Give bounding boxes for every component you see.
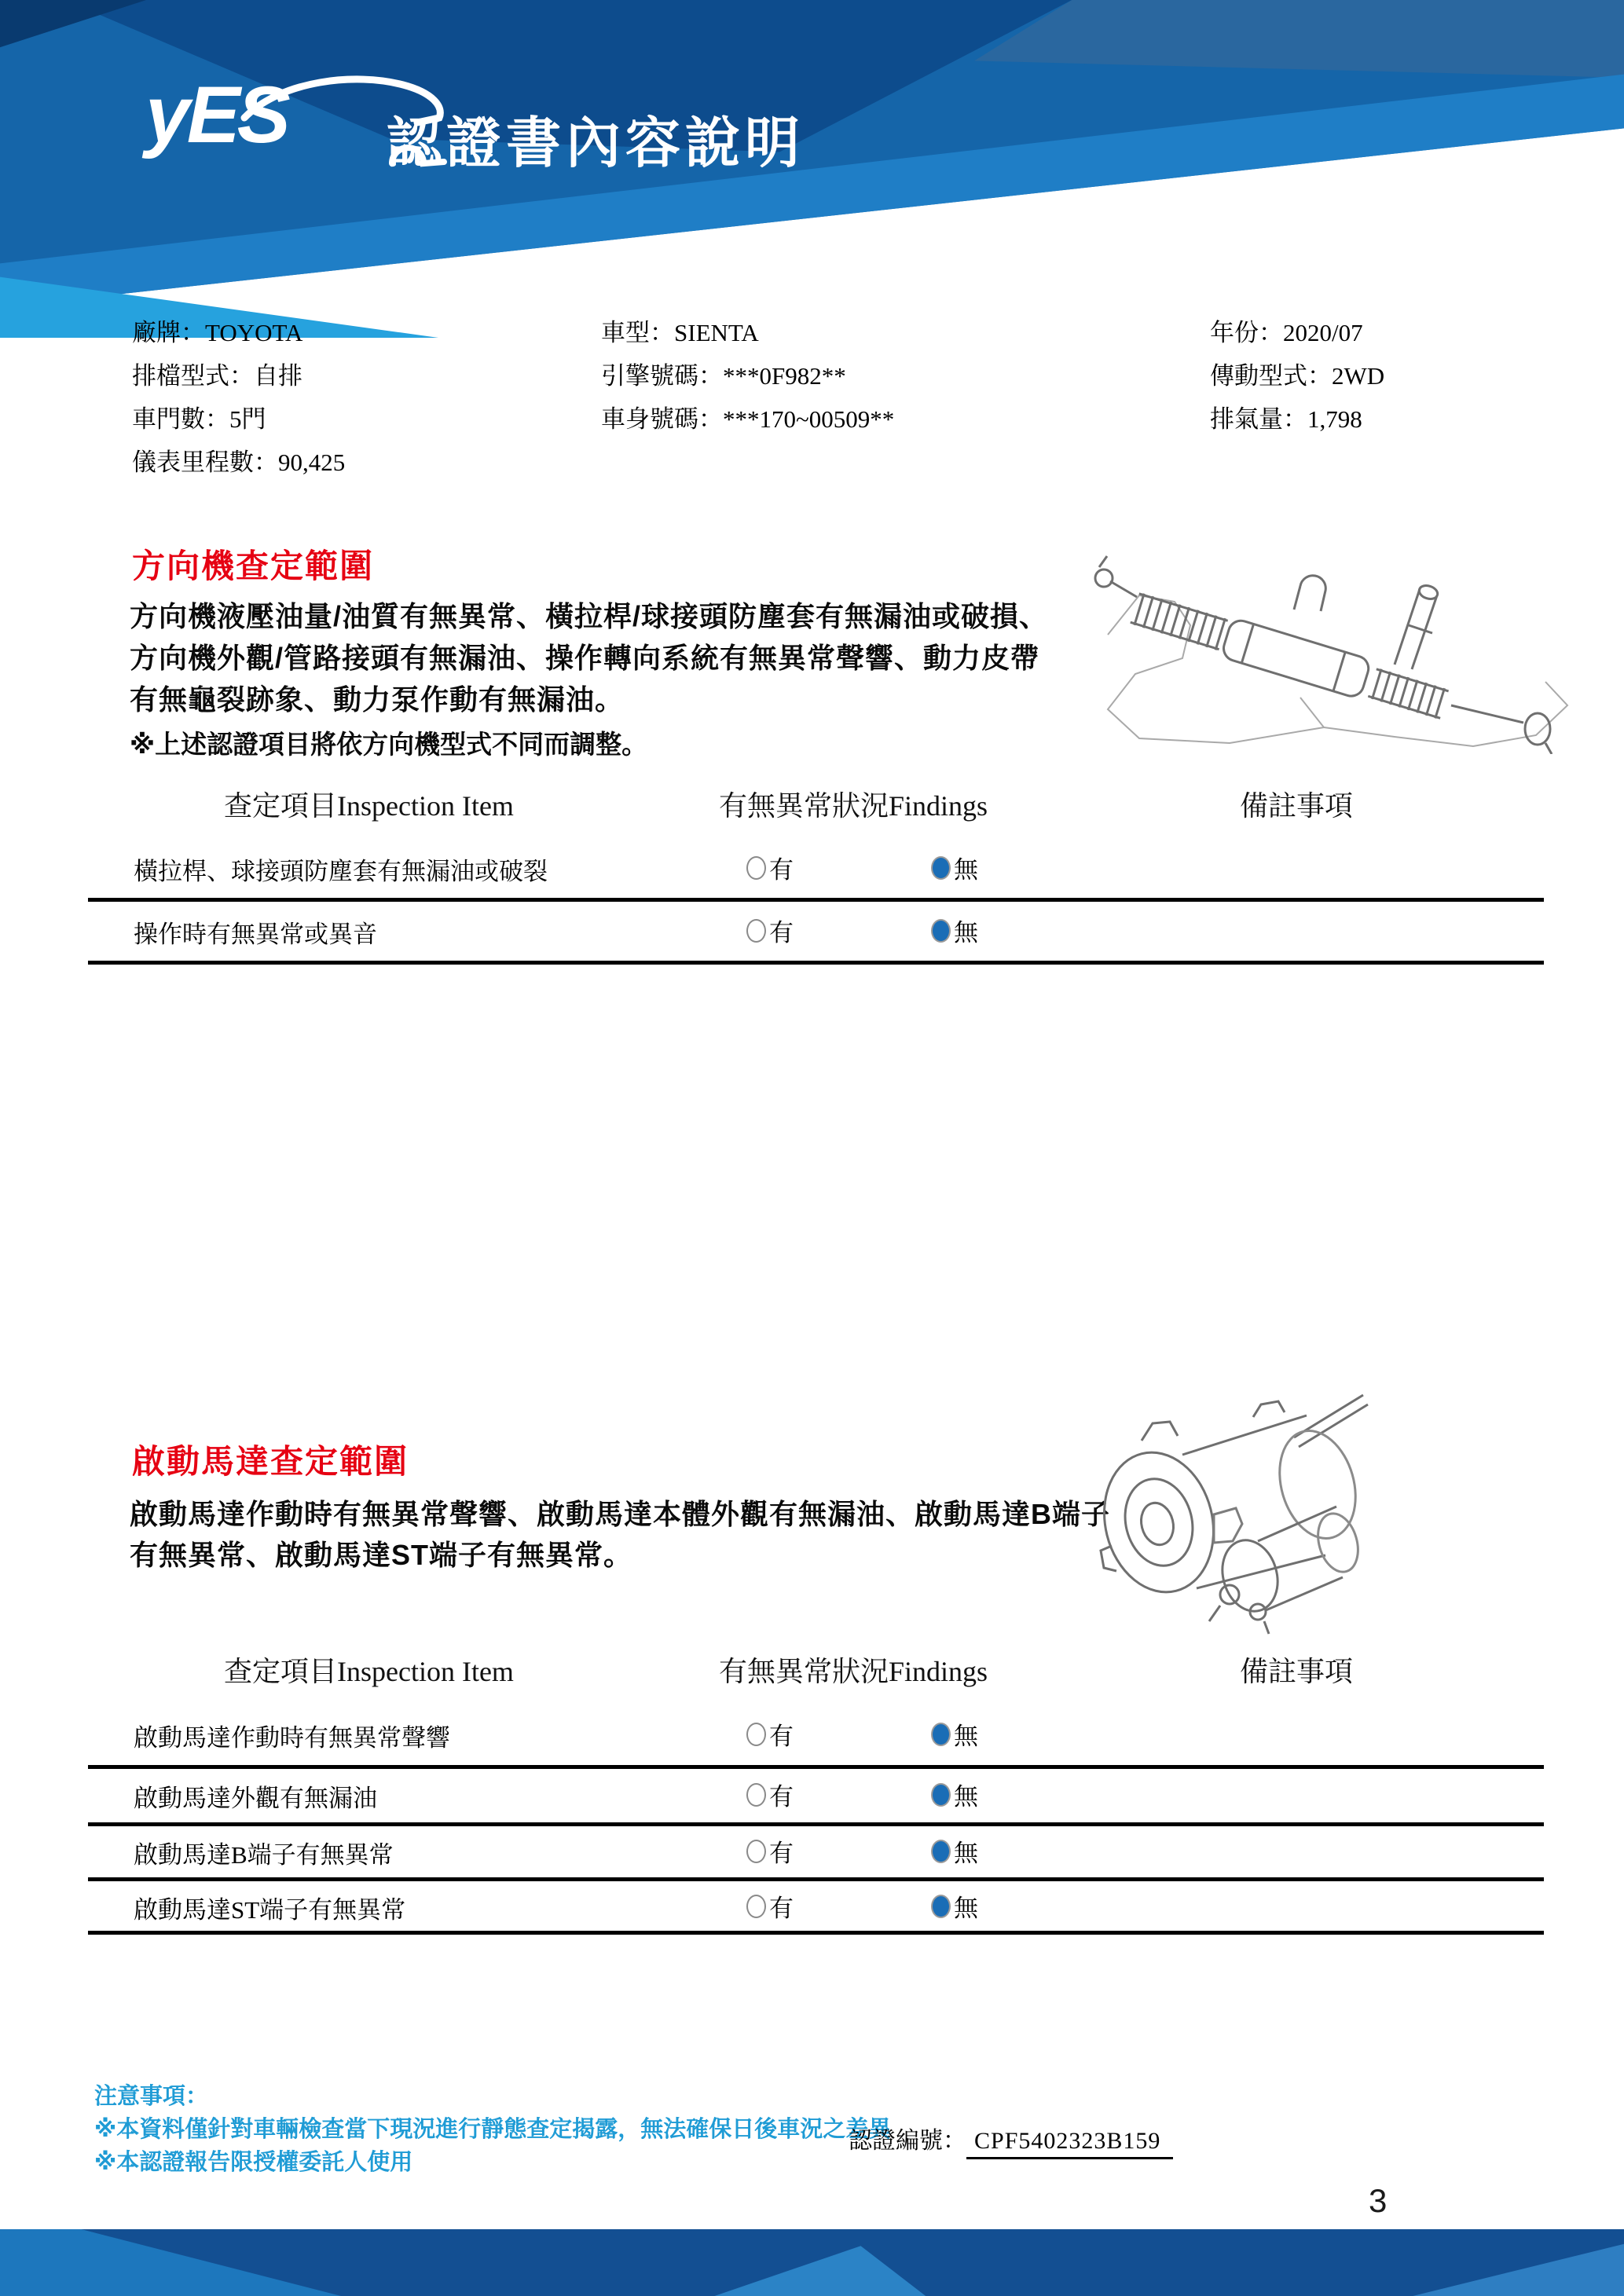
vehicle-info-column-1	[132, 311, 345, 484]
vehicle-info-line: 年份：2020/07	[1210, 319, 1363, 346]
certificate-number-value: CPF5402323B159	[966, 2128, 1173, 2159]
finding-no-radio[interactable]: 無	[931, 1888, 978, 1924]
row-divider	[88, 898, 1544, 902]
table-header-note: 備註事項	[1240, 1656, 1354, 1687]
finding-yes-radio[interactable]: 有	[746, 1833, 794, 1869]
row-divider	[88, 1765, 1544, 1769]
radio-circle-icon	[931, 919, 951, 943]
radio-circle-icon	[746, 1783, 766, 1807]
notice-line: ※本認證報告限授權委託人使用	[94, 2150, 413, 2175]
vehicle-info-line: 傳動型式：2WD	[1210, 362, 1385, 390]
radio-circle-icon	[931, 1840, 951, 1863]
notice-title: 注意事項：	[94, 2084, 209, 2109]
description-line: 方向機外觀/管路接頭有無漏油、操作轉向系統有無異常聲響、動力皮帶	[130, 642, 1040, 674]
vehicle-info-line: 車型：SIENTA	[601, 319, 759, 346]
finding-yes-radio[interactable]: 有	[746, 1716, 794, 1752]
radio-circle-icon	[746, 1895, 766, 1918]
inspection-item-label: 啟動馬達ST端子有無異常	[134, 1896, 406, 1924]
radio-circle-icon	[746, 1723, 766, 1746]
vehicle-info-line: 儀表里程數：90,425	[132, 449, 346, 476]
table-header-findings: 有無異常狀況Findings	[719, 1656, 988, 1687]
starter-motor-illustration	[1096, 1389, 1371, 1636]
radio-circle-icon	[746, 919, 766, 943]
row-divider	[88, 1822, 1544, 1826]
finding-no-radio[interactable]: 無	[931, 850, 978, 885]
vehicle-info-line: 廠牌：TOYOTA	[132, 319, 303, 346]
inspection-item-label: 啟動馬達外觀有無漏油	[134, 1785, 377, 1812]
row-divider	[88, 961, 1544, 965]
finding-no-radio[interactable]: 無	[931, 913, 978, 948]
steering-section-description	[130, 595, 1048, 720]
inspection-item-label: 啟動馬達作動時有無異常聲響	[134, 1724, 450, 1752]
vehicle-info-line: 引擎號碼：***0F982**	[601, 362, 846, 390]
finding-yes-radio[interactable]: 有	[746, 850, 794, 885]
finding-yes-radio[interactable]: 有	[746, 1888, 794, 1924]
description-line: 有無異常、啟動馬達ST端子有無異常。	[130, 1539, 633, 1571]
vehicle-info-column-3	[1210, 311, 1384, 441]
page-number: 3	[1369, 2182, 1388, 2219]
finding-yes-radio[interactable]: 有	[746, 913, 794, 948]
description-line: 啟動馬達作動時有無異常聲響、啟動馬達本體外觀有無漏油、啟動馬達B端子	[130, 1498, 1110, 1530]
notice-line: ※本資料僅針對車輛檢查當下現況進行靜態查定揭露，無法確保日後車況之差異	[94, 2117, 892, 2142]
inspection-item-label: 啟動馬達B端子有無異常	[134, 1841, 394, 1869]
row-divider	[88, 1877, 1544, 1881]
row-divider	[88, 1931, 1544, 1935]
steering-rack-illustration	[1065, 540, 1583, 754]
finding-no-radio[interactable]: 無	[931, 1716, 978, 1752]
footer-band	[0, 2229, 1624, 2296]
radio-circle-icon	[746, 1840, 766, 1863]
description-line: 有無龜裂跡象、動力泵作動有無漏油。	[130, 683, 625, 716]
inspection-item-label: 操作時有無異常或異音	[134, 921, 377, 948]
starter-section-title: 啟動馬達查定範圍	[132, 1443, 409, 1480]
starter-section-description	[130, 1494, 1110, 1576]
radio-circle-icon	[931, 1895, 951, 1918]
yes-logo-text: yES	[145, 70, 288, 159]
header-band	[0, 0, 1624, 338]
certificate-number-label: 認證編號：	[849, 2128, 966, 2154]
vehicle-info-line: 車身號碼：***170~00509**	[601, 405, 895, 433]
description-line: 方向機液壓油量/油質有無異常、橫拉桿/球接頭防塵套有無漏油或破損、	[130, 600, 1049, 632]
finding-no-radio[interactable]: 無	[931, 1777, 978, 1812]
vehicle-info-column-2	[601, 311, 894, 441]
steering-section-title: 方向機查定範圍	[132, 547, 375, 584]
table-header-note: 備註事項	[1240, 790, 1354, 822]
vehicle-info-line: 排氣量：1,798	[1210, 405, 1362, 433]
radio-circle-icon	[931, 1783, 951, 1807]
table-header-inspection-item: 查定項目Inspection Item	[224, 790, 514, 822]
table-header-inspection-item: 查定項目Inspection Item	[224, 1656, 514, 1687]
certificate-number-line	[849, 2121, 1173, 2155]
radio-circle-icon	[746, 856, 766, 880]
page-title: 認證書內容說明	[387, 112, 805, 174]
steering-section-note: ※上述認證項目將依方向機型式不同而調整。	[130, 730, 648, 759]
inspection-item-label: 橫拉桿、球接頭防塵套有無漏油或破裂	[134, 858, 548, 885]
finding-yes-radio[interactable]: 有	[746, 1777, 794, 1812]
table-header-findings: 有無異常狀況Findings	[719, 790, 988, 822]
vehicle-info-line: 車門數：5門	[132, 405, 266, 433]
vehicle-info-line: 排檔型式：自排	[132, 362, 302, 390]
radio-circle-icon	[931, 1723, 951, 1746]
radio-circle-icon	[931, 856, 951, 880]
finding-no-radio[interactable]: 無	[931, 1833, 978, 1869]
